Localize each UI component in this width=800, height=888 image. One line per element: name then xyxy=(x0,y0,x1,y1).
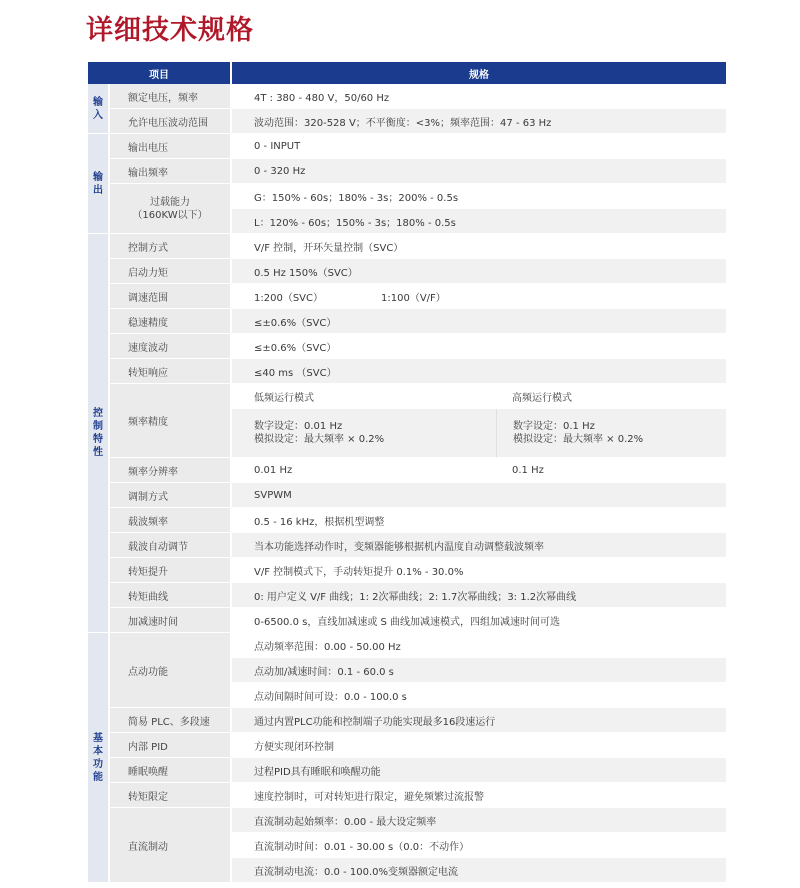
row-label-freq-accuracy: 频率精度 xyxy=(110,384,232,458)
row-label: 输出电压 xyxy=(110,134,232,159)
row-value: 0-6500.0 s，直线加减速或 S 曲线加减速模式，四组加减速时间可选 xyxy=(232,608,726,633)
low-analog: 模拟设定：最大频率 × 0.2% xyxy=(254,434,385,445)
jog-line3: 点动间隔时间可设：0.0 - 100.0 s xyxy=(232,683,726,708)
table-row xyxy=(88,334,726,359)
row-value: 速度控制时，可对转矩进行限定，避免频繁过流报警 xyxy=(232,783,726,808)
row-value: G：150% - 60s；180% - 3s；200% - 0.5s xyxy=(232,184,726,209)
freq-resolution-low: 0.01 Hz xyxy=(232,458,496,483)
row-label: 输出频率 xyxy=(110,159,232,184)
speed-range-svc: 1:200（SVC） xyxy=(254,292,323,304)
speed-range-vf: 1:100（V/F） xyxy=(381,292,446,304)
jog-line1: 点动频率范围：0.00 - 50.00 Hz xyxy=(232,633,726,658)
row-label-dc-brake: 直流制动 xyxy=(110,808,232,883)
row-label: 调制方式 xyxy=(110,483,232,508)
spec-table xyxy=(88,62,726,883)
row-value: 0.5 - 16 kHz，根据机型调整 xyxy=(232,508,726,533)
page-title: 详细技术规格 xyxy=(86,15,254,46)
header-item: 项目 xyxy=(88,62,232,84)
row-label: 睡眠唤醒 xyxy=(110,758,232,783)
table-row xyxy=(88,783,726,808)
table-row xyxy=(88,84,726,109)
row-value: 波动范围：320-528 V；不平衡度：<3%；频率范围：47 - 63 Hz xyxy=(232,109,726,134)
dc-brake-line3: 直流制动电流：0.0 - 100.0%变频器额定电流 xyxy=(232,858,726,883)
row-value: 过程PID具有睡眠和唤醒功能 xyxy=(232,758,726,783)
row-value: SVPWM xyxy=(232,483,726,508)
row-value: 0.5 Hz 150%（SVC） xyxy=(232,259,726,284)
table-row xyxy=(88,808,726,833)
row-label: 启动力矩 xyxy=(110,259,232,284)
row-value: ≤±0.6%（SVC） xyxy=(232,334,726,359)
row-value xyxy=(232,284,726,309)
table-row xyxy=(88,633,726,658)
table-row xyxy=(88,458,726,483)
category-control: 控制特性 xyxy=(88,234,110,633)
high-mode-header: 高频运行模式 xyxy=(496,384,726,409)
row-label-jog: 点动功能 xyxy=(110,633,232,708)
row-label: 额定电压，频率 xyxy=(110,84,232,109)
row-label: 载波频率 xyxy=(110,508,232,533)
high-mode-values xyxy=(496,409,726,458)
table-row xyxy=(88,234,726,259)
row-value: ≤40 ms （SVC） xyxy=(232,359,726,384)
table-row xyxy=(88,134,726,159)
row-label: 转矩曲线 xyxy=(110,583,232,608)
row-value: ≤±0.6%（SVC） xyxy=(232,309,726,334)
row-label: 载波自动调节 xyxy=(110,533,232,558)
row-label: 加减速时间 xyxy=(110,608,232,633)
dc-brake-line1: 直流制动起始频率：0.00 - 最大设定频率 xyxy=(232,808,726,833)
table-row xyxy=(88,109,726,134)
overload-label-line1: 过载能力 xyxy=(150,196,190,208)
row-label-overload xyxy=(110,184,232,234)
freq-resolution-high: 0.1 Hz xyxy=(496,458,726,483)
row-label: 调速范围 xyxy=(110,284,232,309)
table-row xyxy=(88,583,726,608)
table-row xyxy=(88,758,726,783)
high-analog: 模拟设定：最大频率 × 0.2% xyxy=(513,434,644,445)
row-value: 通过内置PLC功能和控制端子功能实现最多16段速运行 xyxy=(232,708,726,733)
table-row xyxy=(88,284,726,309)
table-row xyxy=(88,384,726,409)
header-spec: 规格 xyxy=(232,62,726,84)
row-value: V/F 控制，开环矢量控制（SVC） xyxy=(232,234,726,259)
low-mode-values xyxy=(232,409,496,458)
low-digital: 数字设定：0.01 Hz xyxy=(254,421,343,432)
table-row xyxy=(88,733,726,758)
row-label: 允许电压波动范围 xyxy=(110,109,232,134)
table-row xyxy=(88,184,726,209)
table-row xyxy=(88,309,726,334)
jog-line2: 点动加/减速时间：0.1 - 60.0 s xyxy=(232,658,726,683)
high-digital: 数字设定：0.1 Hz xyxy=(513,421,595,432)
table-row xyxy=(88,608,726,633)
table-row xyxy=(88,359,726,384)
dc-brake-line2: 直流制动时间：0.01 - 30.00 s（0.0：不动作） xyxy=(232,833,726,858)
row-label: 内部 PID xyxy=(110,733,232,758)
row-value: 4T : 380 - 480 V，50/60 Hz xyxy=(232,84,726,109)
row-label: 控制方式 xyxy=(110,234,232,259)
row-value: L：120% - 60s；150% - 3s；180% - 0.5s xyxy=(232,209,726,234)
table-row xyxy=(88,533,726,558)
row-value: 当本功能选择动作时，变频器能够根据机内温度自动调整载波频率 xyxy=(232,533,726,558)
row-value: 0 - 320 Hz xyxy=(232,159,726,184)
overload-label-line2: （160KW以下） xyxy=(132,209,208,221)
row-value: 0 - INPUT xyxy=(232,134,726,159)
table-row xyxy=(88,159,726,184)
low-mode-header: 低频运行模式 xyxy=(232,384,496,409)
category-input: 输入 xyxy=(88,84,110,134)
row-value: 0: 用户定义 V/F 曲线；1: 2次幂曲线；2: 1.7次幂曲线；3: 1.2次幂曲线 xyxy=(232,583,726,608)
row-value: V/F 控制模式下，手动转矩提升 0.1% - 30.0% xyxy=(232,558,726,583)
category-output: 输出 xyxy=(88,134,110,234)
row-label: 转矩提升 xyxy=(110,558,232,583)
row-label: 速度波动 xyxy=(110,334,232,359)
row-label: 转矩限定 xyxy=(110,783,232,808)
table-row xyxy=(88,508,726,533)
table-row xyxy=(88,483,726,508)
row-label: 稳速精度 xyxy=(110,309,232,334)
category-basic: 基本功能 xyxy=(88,633,110,883)
row-label: 转矩响应 xyxy=(110,359,232,384)
row-label: 频率分辨率 xyxy=(110,458,232,483)
table-row xyxy=(88,558,726,583)
table-row xyxy=(88,708,726,733)
row-label: 简易 PLC、多段速 xyxy=(110,708,232,733)
table-header-row xyxy=(88,62,726,84)
row-value: 方便实现闭环控制 xyxy=(232,733,726,758)
table-row xyxy=(88,259,726,284)
